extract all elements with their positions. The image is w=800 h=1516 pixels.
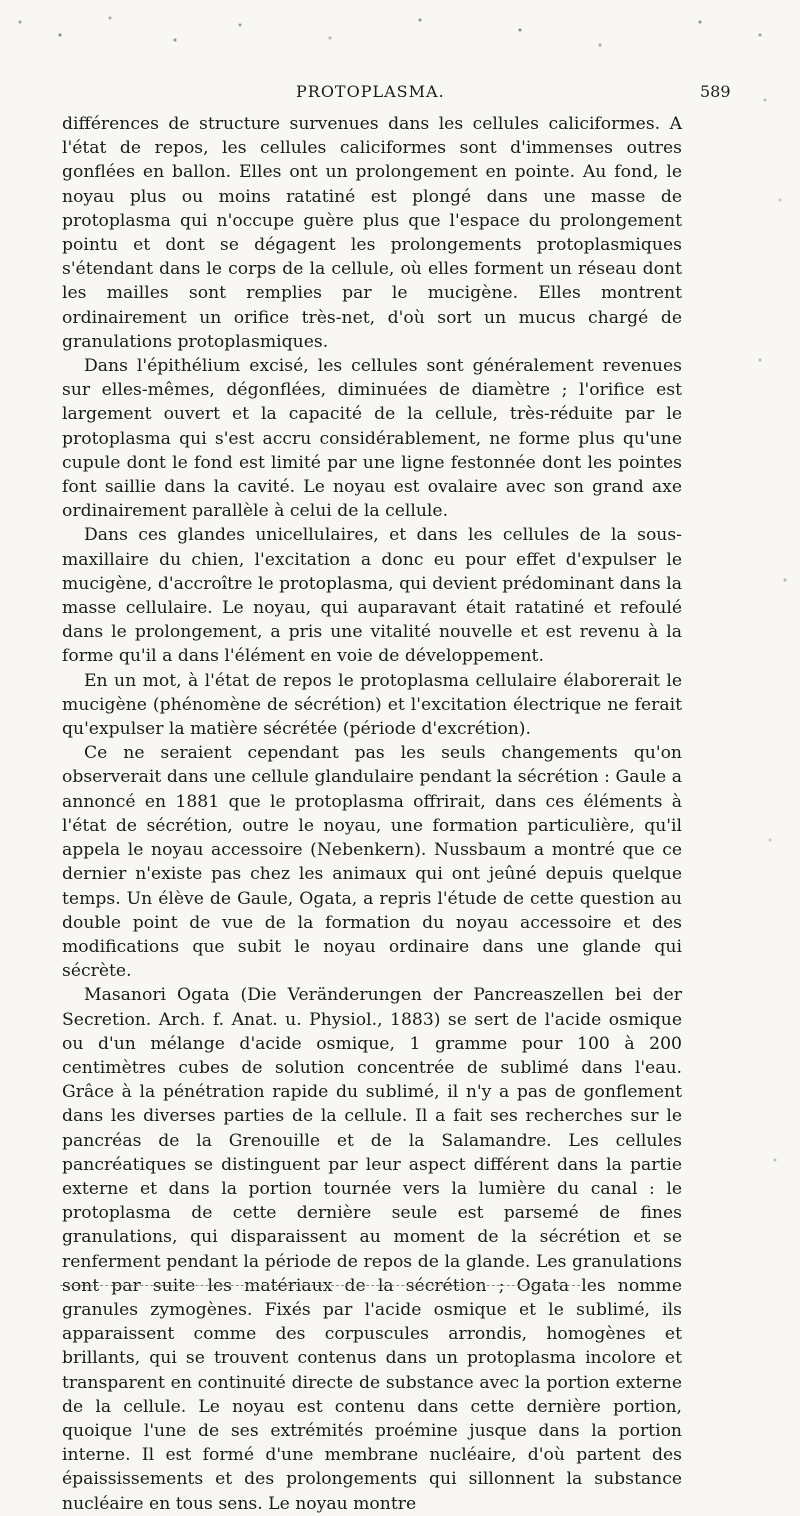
body-text <box>62 112 682 1516</box>
scan-noise-right <box>745 60 800 1310</box>
bottom-divider <box>60 1285 580 1286</box>
paragraph: Ce ne seraient cependant pas les seuls changements qu'on observerait dans une cellule glandulaire pendant la sécrétion : Gaule a annoncé en 1881 que le protoplasma offrirait, dans ces éléments à l'état de sécrétion, outre le noyau, une formation particulière, qu'il appela le noyau accessoire (Nebenkern). Nussbaum a montré que ce dernier n'existe pas chez les animaux qui ont jeûné depuis quelque temps. Un élève de Gaule, Ogata, a repris l'étude de cette question au double point de vue de la formation du noyau accessoire et des modifications que subit le noyau ordinaire dans une glande qui sécrète. <box>62 743 682 982</box>
paragraph: Masanori Ogata (Die Veränderungen der Pancreaszellen bei der Secretion. Arch. f. Anat. u. Physiol., 1883) se sert de l'acide osmique ou d'un mélange d'acide osmique, 1 gramme pour 100 à 200 centimètres cubes de solution concentrée de sublimé dans l'eau. Grâce à la pénétration rapide du sublimé, il n'y a pas de gonflement dans les diverses parties de la cellule. Il a fait ses recherches sur le pancréas de la Grenouille et de la Salamandre. Les cellules pancréatiques se distinguent par leur aspect différent dans la partie externe et dans la portion tournée vers la lumière du canal : le protoplasma de cette dernière seule est parsemé de fines granulations, qui disparaissent au moment de la sécrétion et se renferment pendant la période de repos de la glande. Les granulations sont par suite les matériaux de la sécrétion ; Ogata les nomme granules zymogènes. Fixés par l'acide osmique et le sublimé, ils apparaissent comme des corpuscules arrondis, homogènes et brillants, qui se trouvent contenus dans un protoplasma incolore et transparent en continuité directe de substance avec la portion externe de la cellule. Le noyau est contenu dans cette dernière portion, quoique l'une de ses extrémités proémine jusque dans la portion interne. Il est formé d'une membrane nucléaire, d'où partent des épaississements et des prolongements qui sillonnent la substance nucléaire en tous sens. Le noyau montre <box>62 985 682 1514</box>
paragraph: En un mot, à l'état de repos le protoplasma cellulaire élaborerait le mucigène (phénomène de sécrétion) et l'excitation électrique ne ferait qu'expulser la matière sécrétée (période d'excrétion). <box>62 670 682 740</box>
paragraph: Dans ces glandes unicellulaires, et dans les cellules de la sous-maxillaire du chien, l'excitation a donc eu pour effet d'expulser le mucigène, d'accroître le protoplasma, qui devient prédominant dans la masse cellulaire. Le noyau, qui auparavant était ratatiné et refoulé dans le prolongement, a pris une vitalité nouvelle et est revenu à la forme qu'il a dans l'élément en voie de développement. <box>62 525 682 667</box>
paragraph: différences de structure survenues dans les cellules caliciformes. A l'état de repos, les cellules caliciformes sont d'immenses outres gonflées en ballon. Elles ont un prolongement en pointe. Au fond, le noyau plus ou moins ratatiné est plongé dans une masse de protoplasma qui n'occupe guère plus que l'espace du prolongement pointu et dont se dégagent les prolongements protoplasmiques s'étendant dans le corps de la cellule, où elles forment un réseau dont les mailles sont remplies par le mucigène. Elles montrent ordinairement un orifice très-net, d'où sort un mucus chargé de granulations protoplasmiques. <box>62 114 682 352</box>
running-title: PROTOPLASMA. <box>296 82 445 101</box>
page-header <box>0 82 800 106</box>
page-number: 589 <box>700 82 731 101</box>
scan-noise-top <box>0 0 800 60</box>
paragraph: Dans l'épithélium excisé, les cellules sont généralement revenues sur elles-mêmes, dégonflées, diminuées de diamètre ; l'orifice est largement ouvert et la capacité de la cellule, très-réduite par le protoplasma qui s'est accru considérablement, ne forme plus qu'une cupule dont le fond est limité par une ligne festonnée dont les pointes font saillie dans la cavité. Le noyau est ovalaire avec son grand axe ordinairement parallèle à celui de la cellule. <box>62 356 682 522</box>
